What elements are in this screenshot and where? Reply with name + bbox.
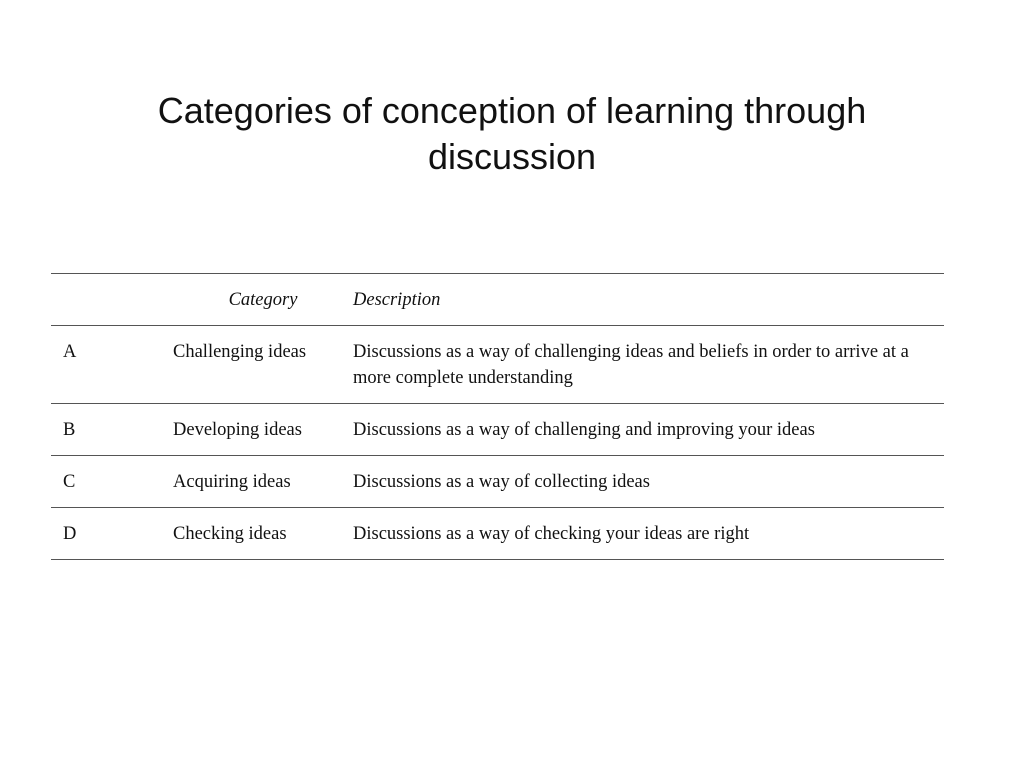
conceptions-table [51, 273, 944, 560]
table-row [51, 326, 944, 404]
row-description: Discussions as a way of challenging and improving your ideas [353, 420, 815, 440]
conceptions-table-container [51, 273, 944, 560]
row-description: Discussions as a way of collecting ideas [353, 472, 650, 492]
row-id: B [63, 420, 76, 440]
row-description: Discussions as a way of challenging ideas and beliefs in order to arrive at a more complete understanding [353, 342, 909, 388]
header-category: Category [228, 289, 298, 310]
table-body [51, 326, 944, 560]
header-row [51, 274, 944, 326]
row-category: Developing ideas [173, 420, 302, 440]
table-row [51, 404, 944, 456]
row-id: A [63, 342, 77, 362]
row-category: Challenging ideas [173, 342, 307, 362]
row-id: D [63, 524, 77, 544]
table-header [51, 274, 944, 326]
row-description: Discussions as a way of checking your ideas are right [353, 524, 750, 544]
table-row [51, 508, 944, 560]
table-row [51, 456, 944, 508]
row-id: C [63, 472, 76, 492]
slide-title: Categories of conception of learning through discussion [157, 90, 867, 177]
header-id [51, 274, 173, 326]
row-category: Acquiring ideas [173, 472, 291, 492]
row-category: Checking ideas [173, 524, 287, 544]
header-description: Description [353, 289, 441, 310]
